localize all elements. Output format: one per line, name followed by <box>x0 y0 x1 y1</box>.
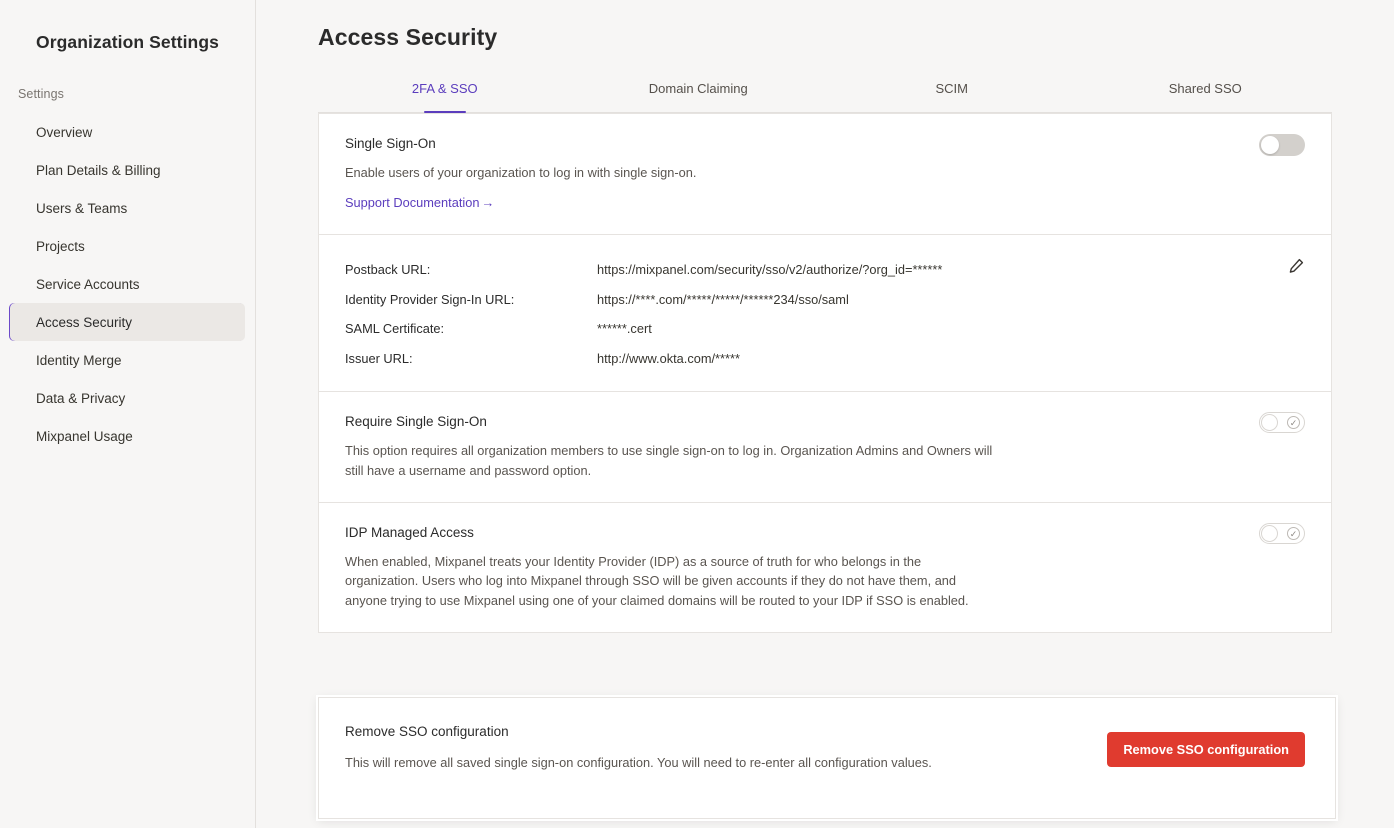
tab-domain-claiming[interactable] <box>572 77 826 112</box>
support-documentation-label: Support Documentation <box>345 195 480 211</box>
remove-sso-configuration-card <box>318 697 1336 819</box>
sidebar-item-identity-merge[interactable] <box>10 341 245 379</box>
sidebar-item-label: Service Accounts <box>36 276 140 292</box>
remove-sso-description: This will remove all saved single sign-on configuration. You will need to re-enter all configuration values. <box>345 755 932 770</box>
arrow-right-icon: → <box>481 195 495 211</box>
sidebar-section-label: Settings <box>18 87 64 101</box>
require-sso-card <box>318 392 1332 503</box>
config-key: Issuer URL: <box>345 350 413 366</box>
config-value: https://****.com/*****/*****/******234/sso/saml <box>597 291 849 307</box>
tab-2fa-sso[interactable] <box>318 77 572 112</box>
config-row <box>345 314 1305 343</box>
config-value: ******.cert <box>597 321 652 337</box>
config-row <box>345 285 1305 314</box>
tab-label: 2FA & SSO <box>411 81 478 96</box>
main-content <box>256 0 1394 832</box>
toggle-knob <box>1261 525 1278 542</box>
check-icon: ✓ <box>1287 527 1300 540</box>
remove-sso-configuration-button[interactable]: Remove SSO configuration <box>1107 732 1305 767</box>
single-sign-on-section <box>319 114 1331 234</box>
config-key: SAML Certificate: <box>345 321 445 337</box>
tab-label: Shared SSO <box>1168 81 1242 96</box>
tab-bar <box>318 77 1332 113</box>
sidebar-item-overview[interactable] <box>10 113 245 151</box>
sidebar-item-users-teams[interactable] <box>10 189 245 227</box>
right-gutter <box>1390 0 1394 832</box>
sidebar-nav <box>0 113 255 455</box>
tab-scim[interactable] <box>825 77 1079 112</box>
sidebar-item-label: Identity Merge <box>36 352 122 368</box>
support-documentation-link[interactable] <box>345 195 494 210</box>
organization-settings-title: Organization Settings <box>36 32 219 52</box>
single-sign-on-description: Enable users of your organization to log in with single sign-on. <box>345 165 697 180</box>
tab-shared-sso[interactable] <box>1079 77 1333 112</box>
sidebar-item-projects[interactable] <box>10 227 245 265</box>
sidebar <box>0 0 256 832</box>
config-row <box>345 344 1305 373</box>
config-key: Postback URL: <box>345 262 431 278</box>
sso-config-card <box>318 235 1332 392</box>
config-value: http://www.okta.com/***** <box>597 350 740 366</box>
sidebar-item-data-privacy[interactable] <box>10 379 245 417</box>
sidebar-item-label: Mixpanel Usage <box>36 428 133 444</box>
sidebar-item-label: Users & Teams <box>36 200 128 216</box>
check-icon: ✓ <box>1287 416 1300 429</box>
idp-managed-access-card <box>318 503 1332 633</box>
single-sign-on-toggle[interactable] <box>1259 134 1305 156</box>
sidebar-item-label: Projects <box>36 238 85 254</box>
idp-managed-access-toggle[interactable] <box>1259 523 1305 544</box>
config-value: https://mixpanel.com/security/sso/v2/authorize/?org_id=****** <box>597 262 943 278</box>
require-single-sign-on-toggle[interactable] <box>1259 412 1305 433</box>
sidebar-item-access-security[interactable] <box>10 303 245 341</box>
require-single-sign-on-section <box>319 392 1331 502</box>
config-row <box>345 255 1305 284</box>
toggle-knob <box>1261 414 1278 431</box>
pencil-icon[interactable] <box>1287 257 1305 275</box>
idp-managed-access-description: When enabled, Mixpanel treats your Identity Provider (IDP) as a source of truth for who belongs in the organization. Users who log into Mixpanel through SSO will be given accounts if they do not have them, and anyone trying to use Mixpanel using one of your claimed domains will be routed to your IDP if SSO is enabled. <box>345 554 969 608</box>
single-sign-on-title: Single Sign-On <box>345 136 436 151</box>
sso-card <box>318 113 1332 235</box>
idp-managed-access-title: IDP Managed Access <box>345 525 474 540</box>
require-single-sign-on-description: This option requires all organization members to use single sign-on to log in. Organization Admins and Owners will still have a username and password option. <box>345 443 993 478</box>
tab-label: Domain Claiming <box>648 81 748 96</box>
sso-config-rows <box>319 235 1331 391</box>
toggle-knob <box>1261 136 1279 154</box>
tab-label: SCIM <box>935 81 968 96</box>
sidebar-item-mixpanel-usage[interactable] <box>10 417 245 455</box>
sidebar-item-label: Plan Details & Billing <box>36 162 161 178</box>
idp-managed-access-section <box>319 503 1331 632</box>
bottom-strip <box>0 828 1394 832</box>
sidebar-item-service-accounts[interactable] <box>10 265 245 303</box>
remove-sso-title: Remove SSO configuration <box>345 724 509 739</box>
sidebar-item-plan-details-billing[interactable] <box>10 151 245 189</box>
sidebar-item-label: Overview <box>36 124 93 140</box>
page-title: Access Security <box>318 24 498 50</box>
config-key: Identity Provider Sign-In URL: <box>345 291 515 307</box>
require-single-sign-on-title: Require Single Sign-On <box>345 414 487 430</box>
sidebar-item-label: Access Security <box>36 314 133 330</box>
sidebar-item-label: Data & Privacy <box>36 390 126 406</box>
